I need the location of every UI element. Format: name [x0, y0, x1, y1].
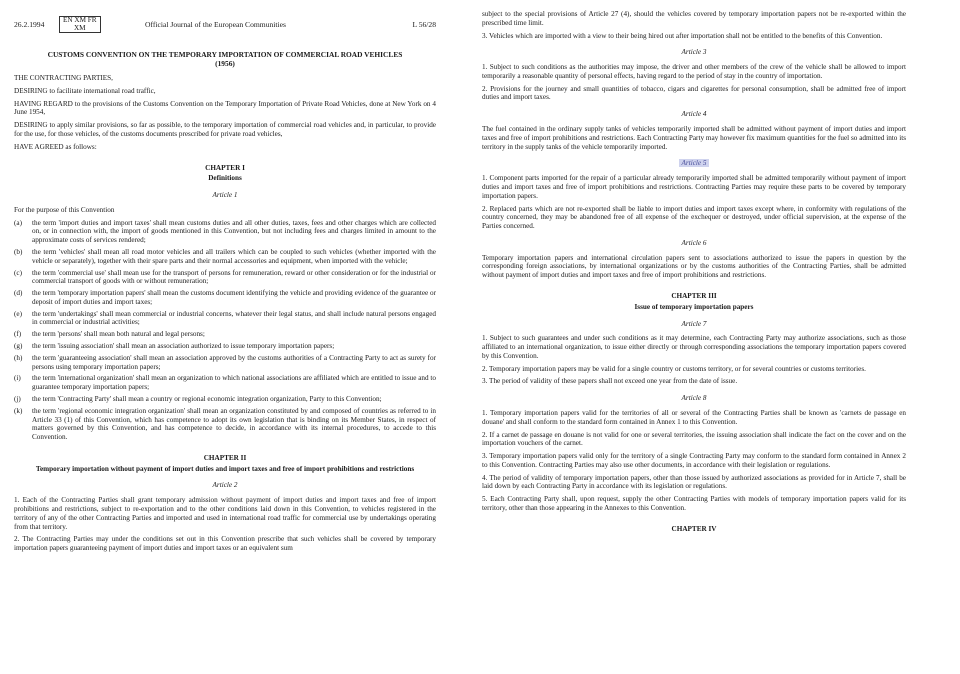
definition-text: the term 'regional economic integration organization' shall mean an organization constituted by and composed of countries as referred to in Article 33 (1) of this Convention, which has competence to adopt its own legislation that is binding on its Member States, in respect of matters governed by this Convention, and has competence to decide, in accordance with its internal procedures, to accede to this Convention.	[32, 406, 436, 442]
definition-label: (i)	[14, 374, 21, 383]
definition-item	[14, 407, 436, 442]
chapter-4-heading: CHAPTER IV	[671, 524, 717, 533]
article-7-paragraph-3: 3. The period of validity of these papers shall not exceed one year from the date of issue.	[482, 377, 738, 386]
article-8-paragraph-4: 4. The period of validity of temporary importation papers, other than those issued by authorized associations as provided for in Article 7, shall be laid down by each Contracting Party in accordance with its legislation or regulations.	[482, 473, 906, 491]
definition-item	[14, 289, 436, 307]
article-3-paragraph-2: 2. Provisions for the journey and small quantities of tobacco, cigars and cigarettes for personal consumption, shall be admitted free of import duties and import taxes.	[482, 84, 906, 102]
article-7-paragraph-2: 2. Temporary importation papers may be valid for a single country or customs territory, or for several countries or customs territories.	[482, 364, 866, 373]
article-8-paragraph-5: 5. Each Contracting Party shall, upon request, supply the other Contracting Parties with models of temporary importation papers valid for its territory, other than those appearing in the Annexes to this Convention.	[482, 495, 906, 513]
definition-text: the term 'commercial use' shall mean use for the transport of persons for remuneration, reward or other consideration or for the industrial or commercial transport of goods with or without remuneration;	[32, 268, 436, 286]
article-5-heading-text: Article 5	[679, 159, 710, 167]
preamble-paragraph: THE CONTRACTING PARTIES,	[14, 74, 113, 83]
definition-label: (g)	[14, 342, 23, 351]
article-1-intro: For the purpose of this Convention	[14, 205, 115, 214]
definition-label: (j)	[14, 394, 21, 403]
definition-label: (f)	[14, 330, 22, 339]
definition-text: the term 'persons' shall mean both natural and legal persons;	[32, 330, 205, 339]
definition-text: the term 'international organization' shall mean an organization to which national associations are affiliated which are entitled to issue and to guarantee temporary importation papers;	[32, 374, 436, 392]
definition-text: the term 'Contracting Party' shall mean a country or regional economic integration organization, Party to this Convention;	[32, 394, 382, 403]
definition-item	[14, 354, 436, 372]
definition-item	[14, 248, 436, 266]
article-8-paragraph-1: 1. Temporary importation papers valid for the territories of all or several of the Contracting Parties shall be known as 'carnets de passage en douane' and shall conform to the standard form contained in Annex 1 to this Convention.	[482, 409, 906, 426]
journal-name: Official Journal of the European Communities	[145, 20, 286, 29]
language-codes-box	[59, 16, 101, 33]
preamble-paragraph: HAVING REGARD to the provisions of the Customs Convention on the Temporary Importation of Private Road Vehicles, done at New York on 4 June 1954,	[14, 99, 436, 117]
chapter-2-heading: CHAPTER II	[203, 453, 247, 462]
preamble-paragraph: HAVE AGREED as follows:	[14, 142, 97, 151]
article-8-paragraph-2: 2. If a carnet de passage en douane is not valid for one or several territories, the issuing association shall indicate the fact on the cover and on the importation vouchers of the carnet.	[482, 430, 906, 448]
chapter-3-heading: CHAPTER III	[671, 291, 717, 300]
definition-item	[14, 342, 436, 351]
definition-text: the term 'temporary importation papers' shall mean the customs document identifying the vehicle and providing evidence of the guarantee or deposit of import duties and import taxes;	[32, 289, 436, 306]
definition-label: (h)	[14, 353, 23, 362]
page-header	[14, 16, 436, 40]
definition-text: the term 'issuing association' shall mean an association authorized to issue temporary importation papers;	[32, 342, 335, 351]
definitions-list	[14, 219, 436, 442]
article-4-paragraph: The fuel contained in the ordinary supply tanks of vehicles temporarily imported shall be admitted without payment of import duties and import taxes and free of import prohibitions and restrictions. Each Contracting Party may however fix maximum quantities for the fuel so admitted into its territory in the supply tanks of the vehicle temporarily imported.	[482, 125, 906, 151]
definition-text: the term 'import duties and import taxes' shall mean customs duties and all other duties, taxes, fees and other charges which are collected on, or in connection with, the import of goods mentioned in this Convention, but not including fees and charges limited in amount to the approximate costs of services rendered;	[32, 218, 436, 245]
chapter-1-subtitle: Definitions	[208, 174, 242, 183]
article-2-paragraph-3: 3. Vehicles which are imported with a view to their being hired out after importation shall not be entitled to the benefits of this Convention.	[482, 31, 883, 40]
definition-label: (c)	[14, 268, 22, 277]
definition-item	[14, 219, 436, 245]
definition-item	[14, 374, 436, 392]
definition-text: the term 'vehicles' shall mean all road motor vehicles and all trailers which can be coupled to such vehicles (whether imported with the vehicle or separately), together with their spare parts and their normal accessories and equipment, when imported with the vehicle;	[32, 248, 436, 265]
definition-item	[14, 310, 436, 328]
right-column	[482, 0, 906, 536]
article-6-heading: Article 6	[681, 238, 707, 247]
definition-text: the term 'guaranteeing association' shall mean an association approved by the customs authorities of a Contracting Party to act as surety for persons using temporary importation papers;	[32, 353, 436, 371]
article-5-heading	[482, 159, 906, 168]
document-title-line1: CUSTOMS CONVENTION ON THE TEMPORARY IMPORTATION OF COMMERCIAL ROAD VEHICLES	[47, 50, 403, 59]
article-8-paragraph-3: 3. Temporary importation papers valid only for the territory of a single Contracting Party may conform to the standard form contained in Annex 2 to this Convention. Contracting Parties may also use other documents, in accordance with their legislation or regulations.	[482, 452, 906, 469]
article-6-paragraph: Temporary importation papers and international circulation papers sent to associations authorized to issue the papers in question by the corresponding foreign associations, by international organizations or by the customs authorities of the Contracting Parties, shall be admitted without payment of import duties and import taxes and free of import prohibitions and restrictions.	[482, 253, 906, 280]
header-date: 26.2.1994	[14, 20, 45, 29]
article-1-heading: Article 1	[212, 191, 238, 200]
article-2-paragraph-1: 1. Each of the Contracting Parties shall grant temporary admission without payment of import duties and import taxes and free of import prohibitions and restrictions, subject to re-exportation and to the other conditions laid down in this Convention, to vehicles registered in the territory of any of the other Contracting Parties and imported and used in international road traffic for commercial use by undertakings operating from that territory.	[14, 496, 436, 531]
preamble-paragraph: DESIRING to facilitate international road traffic,	[14, 86, 156, 95]
chapter-1-heading: CHAPTER I	[205, 163, 245, 172]
left-column	[14, 0, 436, 557]
language-codes-line2: XM	[73, 23, 86, 32]
article-3-heading: Article 3	[681, 48, 707, 57]
article-7-heading: Article 7	[681, 319, 707, 328]
document-title-line2: (1956)	[215, 59, 235, 69]
language-codes-line1: EN XM FR	[63, 16, 97, 24]
chapter-2-subtitle: Temporary importation without payment of import duties and import taxes and free of import prohibitions and restrictions	[35, 464, 415, 473]
article-7-paragraph-1: 1. Subject to such guarantees and under such conditions as it may determine, each Contracting Party may authorize associations, such as those affiliated to an international organization, to issue either directly or through corresponding associations the temporary importation papers covered by this Convention.	[482, 334, 906, 360]
article-2-heading: Article 2	[212, 481, 238, 490]
article-5-paragraph-2: 2. Replaced parts which are not re-exported shall be liable to import duties and import taxes except where, in conformity with regulations of the country concerned, they may be abandoned free of all expense of the exchequer or destroyed, under official supervision, at the expense of the Parties concerned.	[482, 204, 906, 231]
definition-item	[14, 395, 436, 404]
definition-label: (b)	[14, 248, 23, 256]
definition-item	[14, 269, 436, 287]
document-title	[14, 50, 436, 68]
definition-label: (a)	[14, 218, 22, 227]
article-5-paragraph-1: 1. Component parts imported for the repair of a particular already temporarily imported shall be admitted temporarily without payment of import duties and import taxes and free of import prohibitions and restrictions. Contracting Parties may require these parts to be covered by temporary importation papers.	[482, 174, 906, 200]
definition-text: the term 'undertakings' shall mean commercial or industrial concerns, whatever their legal status, and shall include natural persons engaged in commercial or industrial activities;	[32, 309, 436, 327]
article-4-heading: Article 4	[681, 110, 707, 119]
definition-label: (d)	[14, 289, 23, 298]
article-2-continuation: subject to the special provisions of Article 27 (4), should the vehicles covered by temporary importation papers not be re-exported within the prescribed time limit.	[482, 10, 906, 27]
article-3-paragraph-1: 1. Subject to such conditions as the authorities may impose, the driver and other members of the crew of the vehicle shall be allowed to import temporarily a reasonable quantity of personal effects, having regard to the period of stay in the country of importation.	[482, 63, 906, 80]
article-2-paragraph-2: 2. The Contracting Parties may under the conditions set out in this Convention prescribe that such vehicles shall be covered by temporary importation papers guaranteeing payment of import duties and import taxes or an equivalent sum	[14, 535, 436, 553]
definition-label: (k)	[14, 406, 23, 415]
definition-label: (e)	[14, 309, 22, 318]
preamble	[14, 74, 436, 151]
preamble-paragraph: DESIRING to apply similar provisions, so far as possible, to the temporary importation of commercial road vehicles and, in particular, to provide for the use, for those vehicles, of the customs documents prescribed for private road vehicles,	[14, 121, 436, 138]
chapter-3-subtitle: Issue of temporary importation papers	[634, 302, 754, 311]
article-8-heading: Article 8	[681, 394, 707, 403]
page-reference: L 56/28	[412, 20, 436, 29]
definition-item	[14, 330, 436, 339]
